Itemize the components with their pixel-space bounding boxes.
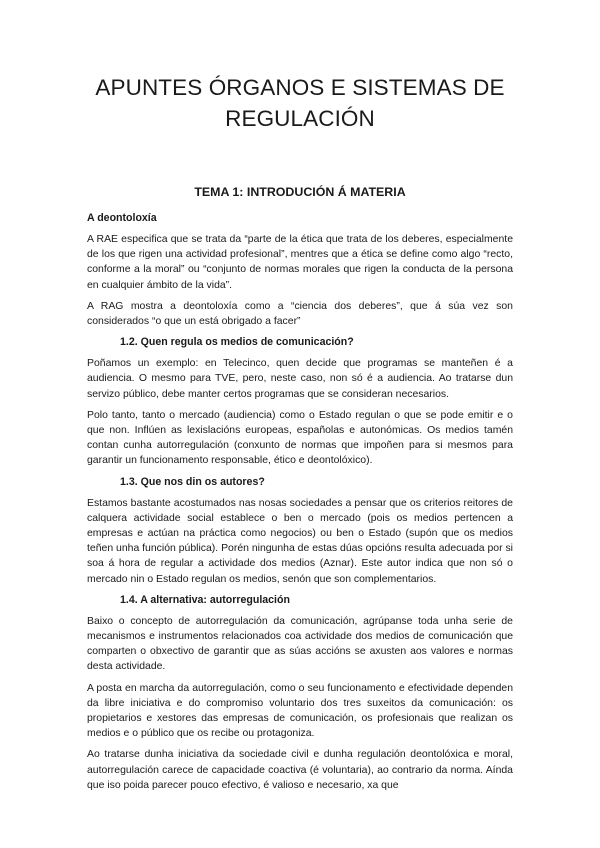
paragraph: Estamos bastante acostumados nas nosas sociedades a pensar que os criterios reitores de calquera actividade social establece o ben o mercado (pois os medios pertencen a empresas e actúan na práctica como negocios) ou ben o Estado (supón que os medios teñen unha función pública). Porén ningunha de estas dúas opcións resulta adecuada por si soa á hora de regular a actividade dos medios (Aznar). Este autor indica que non só o mercado nin o Estado regulan os medios, senón que son complementarios. xyxy=(87,497,513,585)
document-title-line-2: REGULACIÓN xyxy=(225,106,375,131)
paragraph: A RAE especifica que se trata da “parte de la ética que trata de los deberes, especialmente de los que rigen una actividad profesional”, mentres que a ética se define como algo “recto, conforme a la moral” ou “conjunto de normas morales que rigen la conducta de la persona en cualquier ámbito de la vida”. xyxy=(87,234,513,291)
section-heading-1-2: 1.2. Quen regula os medios de comunicación? xyxy=(120,336,354,349)
paragraph: Poñamos un exemplo: en Telecinco, quen decide que programas se manteñen é a audiencia. O mesmo para TVE, pero, neste caso, non só é a audiencia. Ao tratarse dun servizo público, debe manter certos programas que se consideran necesarios. xyxy=(87,358,513,400)
paragraph: Baixo o concepto de autorregulación da comunicación, agrúpanse toda unha serie de mecanismos e instrumentos relacionados coa actividade dos medios de comunicación que comparten o obxectivo de garantir que as súas accións se axusten aos valores e normas desta actividade. xyxy=(87,615,513,673)
document-title xyxy=(87,72,513,134)
paragraph: A posta en marcha da autorregulación, como o seu funcionamento e efectividade dependen da libre iniciativa e do compromiso voluntario dos tres suxeitos da comunicación: os propietarios e xestores das empresas de comunicación, os profesionais que realizan os medios e o público que os recibe ou protagoniza. xyxy=(87,682,513,740)
section-heading-1-3: 1.3. Que nos din os autores? xyxy=(120,475,265,488)
document-title-line-1: APUNTES ÓRGANOS E SISTEMAS DE xyxy=(95,75,505,100)
section-heading-1-4: 1.4. A alternativa: autorregulación xyxy=(120,593,290,606)
paragraph: Polo tanto, tanto o mercado (audiencia) como o Estado regulan o que se pode emitir e o que non. Inflúen as lexislacións europeas, españolas e autonómicas. Os medios tamén contan cunha autorregulación (conxunto de normas que impoñen para si mesmos para garantir un funcionamento responsable, ético e deontolóxico). xyxy=(87,409,513,467)
paragraph: A RAG mostra a deontoloxía como a “ciencia dos deberes”, que á súa vez son considerados “o que un está obrigado a facer” xyxy=(87,300,513,328)
section-heading-deontoloxia: A deontoloxía xyxy=(87,212,157,224)
tema-title: TEMA 1: INTRODUCIÓN Á MATERIA xyxy=(194,185,406,199)
paragraph: Ao tratarse dunha iniciativa da sociedade civil e dunha regulación deontolóxica e moral, autorregulación carece de capacidade coactiva (é voluntaria), ao contrario da norma. Aínda que iso poida parecer pouco efectivo, é valioso e necesario, xa que xyxy=(87,749,513,791)
